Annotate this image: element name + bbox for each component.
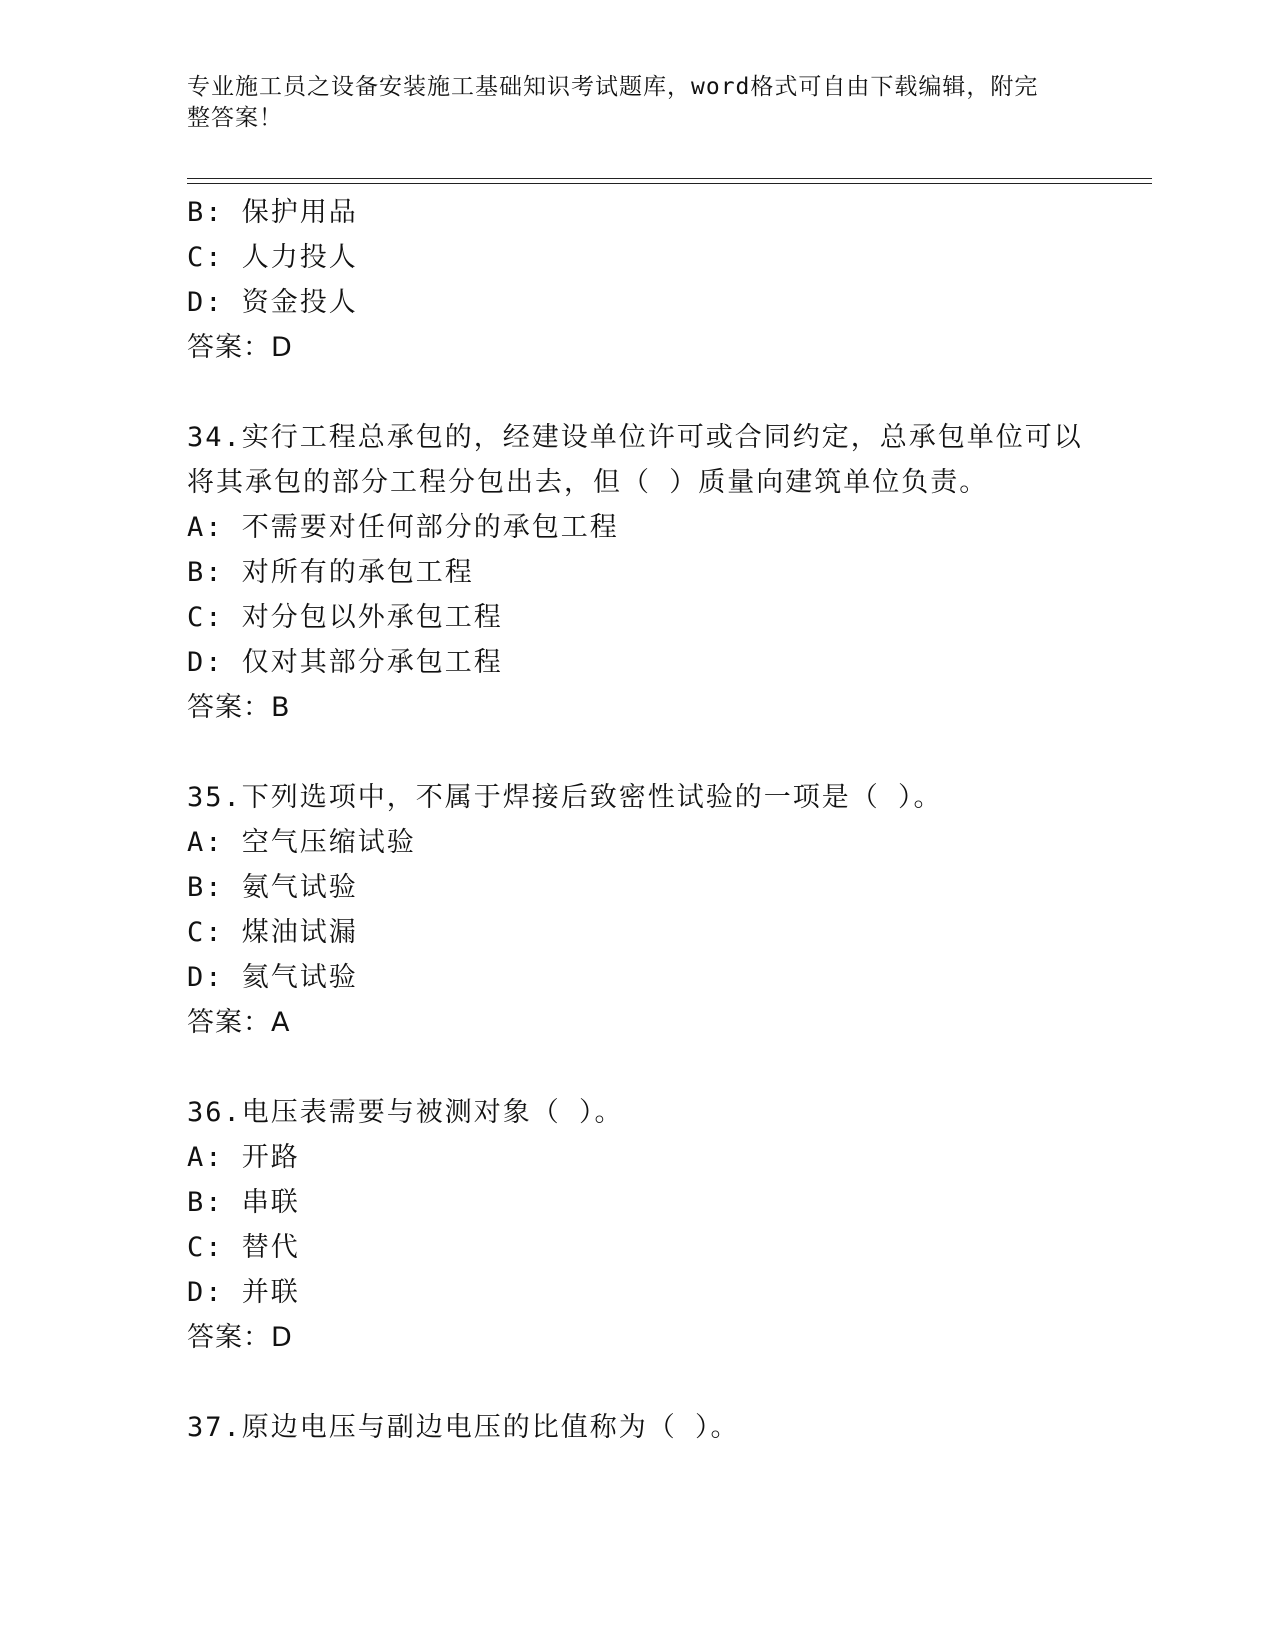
question-list (187, 190, 1127, 1450)
question-stem (187, 1090, 1127, 1135)
question-35 (187, 775, 1127, 1045)
question-stem-line-1: 原边电压与副边电压的比值称为（ ）。 (241, 1412, 740, 1443)
answer-line: 答案：B (187, 692, 291, 723)
spacer (187, 1045, 1127, 1090)
option-c: C: 替代 (187, 1232, 300, 1263)
option-b: B: 保护用品 (187, 197, 358, 228)
answer-line: 答案：A (187, 1007, 291, 1038)
question-stem-line-1: 实行工程总承包的，经建设单位许可或合同约定，总承包单位可以 (241, 422, 1083, 453)
question-number: 36. (187, 1097, 242, 1128)
header-title-line-2: 整答案！ (187, 105, 283, 131)
header-title-line-1: 专业施工员之设备安装施工基础知识考试题库，word格式可自由下载编辑，附完 (187, 74, 1039, 100)
option-b: B: 氨气试验 (187, 872, 358, 903)
option-a: A: 不需要对任何部分的承包工程 (187, 512, 619, 543)
question-37 (187, 1405, 1127, 1450)
option-c: C: 煤油试漏 (187, 917, 358, 948)
option-c: C: 人力投人 (187, 242, 358, 273)
header-divider (187, 178, 1152, 184)
question-number: 34. (187, 422, 242, 453)
option-a: A: 开路 (187, 1142, 300, 1173)
question-33-tail (187, 190, 1127, 370)
option-d: D: 仅对其部分承包工程 (187, 647, 503, 678)
option-d: D: 资金投人 (187, 287, 358, 318)
question-36 (187, 1090, 1127, 1360)
option-d: D: 氦气试验 (187, 962, 358, 993)
answer-line: 答案：D (187, 1322, 293, 1353)
question-stem (187, 415, 1127, 460)
question-number: 35. (187, 782, 242, 813)
question-stem (187, 1405, 1127, 1450)
question-34 (187, 415, 1127, 730)
question-stem (187, 775, 1127, 820)
question-stem-line-1: 下列选项中，不属于焊接后致密性试验的一项是（ ）。 (241, 782, 943, 813)
spacer (187, 730, 1127, 775)
spacer (187, 1360, 1127, 1405)
question-stem-line-2: 将其承包的部分工程分包出去，但（ ）质量向建筑单位负责。 (187, 467, 989, 498)
document-header (187, 72, 1067, 134)
question-number: 37. (187, 1412, 242, 1443)
spacer (187, 370, 1127, 415)
option-c: C: 对分包以外承包工程 (187, 602, 503, 633)
option-d: D: 并联 (187, 1277, 300, 1308)
option-a: A: 空气压缩试验 (187, 827, 416, 858)
question-stem-line-1: 电压表需要与被测对象（ ）。 (241, 1097, 624, 1128)
option-b: B: 串联 (187, 1187, 300, 1218)
answer-line: 答案：D (187, 332, 293, 363)
option-b: B: 对所有的承包工程 (187, 557, 474, 588)
